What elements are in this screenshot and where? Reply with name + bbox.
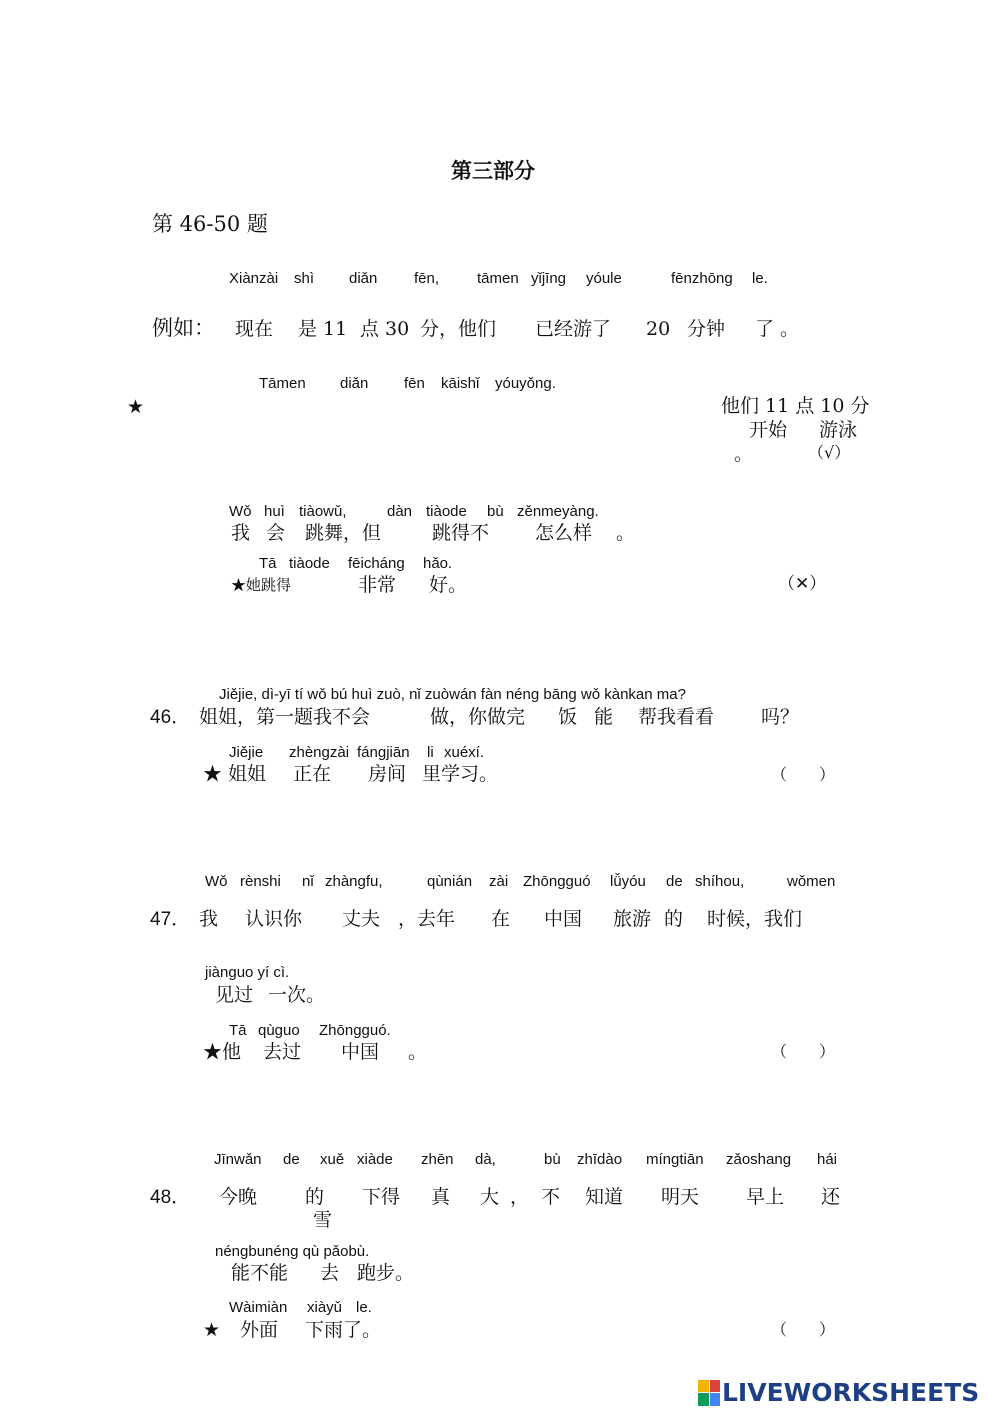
- pinyin-word: Jiějie: [229, 744, 264, 761]
- pinyin-word: fēn: [404, 375, 425, 392]
- pinyin-word: rènshi: [240, 873, 281, 890]
- pinyin-word: xiàyǔ: [307, 1299, 343, 1316]
- pinyin-word: hái: [817, 1151, 838, 1168]
- hanzi-word: 去过: [263, 1041, 302, 1063]
- pinyin-word: Tā: [259, 555, 277, 572]
- pinyin-word: fēicháng: [348, 555, 405, 572]
- pinyin-word: shíhou,: [695, 873, 745, 890]
- pinyin-word: diǎn: [340, 375, 369, 392]
- hanzi-word: 雪: [313, 1209, 333, 1231]
- hanzi-word: 中国: [544, 908, 583, 930]
- hanzi-word: 我: [199, 908, 219, 930]
- hanzi-statement: 他们 11 点 10 分: [721, 395, 870, 417]
- hanzi-word: 我: [231, 522, 251, 544]
- pinyin-word: tiàode: [289, 555, 330, 572]
- answer-check: （√）: [808, 443, 851, 462]
- hanzi-word: 正在: [293, 763, 332, 785]
- hanzi-word: ★他: [203, 1041, 242, 1063]
- hanzi-word: 去: [320, 1262, 340, 1284]
- hanzi-word: 里学习。: [422, 763, 499, 785]
- hanzi-word: 今晚: [219, 1186, 258, 1208]
- liveworksheets-logo[interactable]: [698, 1378, 979, 1407]
- pinyin-sentence: jiànguo yí cì.: [205, 964, 290, 981]
- hanzi-word: 能不能: [231, 1262, 289, 1284]
- hanzi-word: 丈夫: [342, 908, 381, 930]
- hanzi-word: 。: [616, 522, 636, 544]
- pinyin-word: míngtiān: [646, 1151, 704, 1168]
- logo-icon: [698, 1380, 720, 1406]
- hanzi-word: ★她跳得: [231, 576, 292, 594]
- hanzi-word: ，: [510, 1186, 530, 1208]
- hanzi-word: 现在: [235, 318, 274, 340]
- pinyin-word: fángjiān: [357, 744, 410, 761]
- hanzi-word: 还: [821, 1186, 841, 1208]
- pinyin-word: yóule: [586, 270, 622, 287]
- pinyin-word: tiàode: [426, 503, 467, 520]
- question-number: 46．: [150, 707, 191, 728]
- answer-blank[interactable]: （ ）: [771, 1320, 836, 1339]
- pinyin-word: de: [283, 1151, 300, 1168]
- hanzi-word: 帮我看看: [638, 706, 715, 728]
- pinyin-word: xuéxí.: [444, 744, 485, 761]
- pinyin-word: Wǒ: [205, 873, 228, 890]
- hanzi-word: 见过: [215, 984, 254, 1006]
- hanzi-word: 会: [266, 522, 286, 544]
- hanzi-word: 做，你做完: [430, 706, 526, 728]
- star-icon: ★: [203, 1319, 221, 1341]
- hanzi-word: 吗？: [761, 706, 800, 728]
- hanzi-word: 好。: [429, 574, 468, 596]
- pinyin-sentence: Jiějie, dì-yī tí wǒ bú huì zuò, nǐ zuòwán fàn néng bāng wǒ kànkan ma?: [219, 686, 686, 703]
- hanzi-word: ★ 姐姐: [203, 763, 267, 785]
- logo-block: [710, 1393, 721, 1406]
- hanzi-word: 分，他们: [420, 318, 497, 340]
- pinyin-word: hǎo.: [423, 555, 453, 572]
- logo-block: [710, 1380, 721, 1393]
- pinyin-word: de: [666, 873, 683, 890]
- pinyin-word: zěnmeyàng.: [517, 503, 599, 520]
- pinyin-word: qùnián: [427, 873, 473, 890]
- pinyin-word: zhàngfu,: [325, 873, 383, 890]
- pinyin-word: Tā: [229, 1022, 247, 1039]
- pinyin-word: le.: [752, 270, 768, 287]
- hanzi-word: 。: [734, 443, 754, 465]
- hanzi-word: 不: [541, 1186, 561, 1208]
- pinyin-word: kāishǐ: [441, 375, 480, 392]
- hanzi-word: 旅游: [613, 908, 652, 930]
- hanzi-word: 分钟: [687, 318, 726, 340]
- hanzi-word: 跑步。: [357, 1262, 415, 1284]
- pinyin-word: bù: [487, 503, 504, 520]
- hanzi-word: 的: [664, 908, 684, 930]
- hanzi-word: 房间: [368, 763, 407, 785]
- hanzi-word: 下雨了。: [305, 1319, 382, 1341]
- pinyin-word: qùguo: [258, 1022, 300, 1039]
- pinyin-word: tiàowǔ,: [299, 503, 347, 520]
- hanzi-word: 认识你: [245, 908, 303, 930]
- pinyin-word: huì: [264, 503, 285, 520]
- pinyin-word: Zhōngguó: [523, 873, 591, 890]
- hanzi-word: 姐姐，第一题我不会: [199, 706, 371, 728]
- hanzi-word: 。: [408, 1041, 428, 1063]
- hanzi-word: 能: [594, 706, 614, 728]
- hanzi-word: 非常: [358, 574, 397, 596]
- pinyin-word: Zhōngguó.: [319, 1022, 391, 1039]
- pinyin-word: Tāmen: [259, 375, 306, 392]
- pinyin-word: Wǒ: [229, 503, 252, 520]
- pinyin-word: zhēn: [421, 1151, 454, 1168]
- hanzi-word: 时候，我们: [707, 908, 803, 930]
- question-number: 47．: [150, 909, 191, 930]
- hanzi-word: 的: [305, 1186, 325, 1208]
- pinyin-word: shì: [294, 270, 315, 287]
- pinyin-word: yóuyǒng.: [495, 375, 556, 392]
- page-title: 第三部分: [451, 158, 535, 183]
- pinyin-word: fēn,: [414, 270, 440, 287]
- hanzi-word: 外面: [240, 1319, 279, 1341]
- hanzi-word: 开始: [749, 419, 788, 441]
- pinyin-word: dà,: [475, 1151, 496, 1168]
- pinyin-word: zài: [489, 873, 509, 890]
- hanzi-word: 怎么样: [535, 522, 593, 544]
- hanzi-word: 跳舞，但: [305, 522, 382, 544]
- pinyin-word: bù: [544, 1151, 561, 1168]
- hanzi-word: 是 11: [298, 318, 348, 340]
- pinyin-word: zhīdào: [577, 1151, 623, 1168]
- pinyin-word: dàn: [387, 503, 413, 520]
- hanzi-word: 中国: [341, 1041, 380, 1063]
- pinyin-word: li: [427, 744, 434, 761]
- pinyin-word: le.: [356, 1299, 372, 1316]
- answer-cross: （✕）: [778, 574, 827, 594]
- pinyin-word: xuě: [320, 1151, 345, 1168]
- logo-block: [698, 1380, 709, 1393]
- section-heading: 第 46-50 题: [152, 212, 268, 236]
- pinyin-word: wǒmen: [787, 873, 836, 890]
- hanzi-word: 点 30: [360, 318, 410, 340]
- pinyin-word: Wàimiàn: [229, 1299, 288, 1316]
- hanzi-word: 下得: [362, 1186, 401, 1208]
- hanzi-word: 大: [480, 1186, 500, 1208]
- pinyin-sentence: néngbunéng qù pǎobù.: [215, 1243, 370, 1260]
- answer-blank[interactable]: （ ）: [771, 1042, 836, 1061]
- pinyin-word: tāmen: [477, 270, 519, 287]
- pinyin-word: Jīnwǎn: [214, 1151, 262, 1168]
- hanzi-word: ，去年: [398, 908, 456, 930]
- hanzi-word: 一次。: [268, 984, 326, 1006]
- pinyin-word: diǎn: [349, 270, 378, 287]
- pinyin-word: zǎoshang: [726, 1151, 792, 1168]
- hanzi-word: 已经游了: [535, 318, 612, 340]
- hanzi-word: 真: [431, 1186, 451, 1208]
- logo-text: LIVEWORKSHEETS: [722, 1378, 980, 1407]
- hanzi-word: 早上: [746, 1186, 785, 1208]
- pinyin-word: zhèngzài: [289, 744, 350, 761]
- pinyin-word: lǚyóu: [610, 873, 646, 890]
- pinyin-word: fēnzhōng: [671, 270, 733, 287]
- question-number: 48．: [150, 1187, 191, 1208]
- hanzi-word: 在: [491, 908, 511, 930]
- hanzi-word: 游泳: [819, 419, 858, 441]
- pinyin-word: xiàde: [357, 1151, 393, 1168]
- pinyin-word: Xiànzài: [229, 270, 279, 287]
- hanzi-word: 知道: [585, 1186, 624, 1208]
- hanzi-word: 20: [646, 318, 671, 340]
- star-icon: ★: [127, 396, 145, 418]
- example-label: 例如：: [152, 316, 215, 340]
- hanzi-word: 饭: [558, 706, 578, 728]
- hanzi-word: 了 。: [755, 318, 800, 340]
- pinyin-word: nǐ: [302, 873, 314, 890]
- hanzi-word: 跳得不: [432, 522, 490, 544]
- hanzi-word: 明天: [661, 1186, 700, 1208]
- logo-block: [698, 1393, 709, 1406]
- pinyin-word: yǐjīng: [531, 270, 567, 287]
- answer-blank[interactable]: （ ）: [771, 765, 836, 784]
